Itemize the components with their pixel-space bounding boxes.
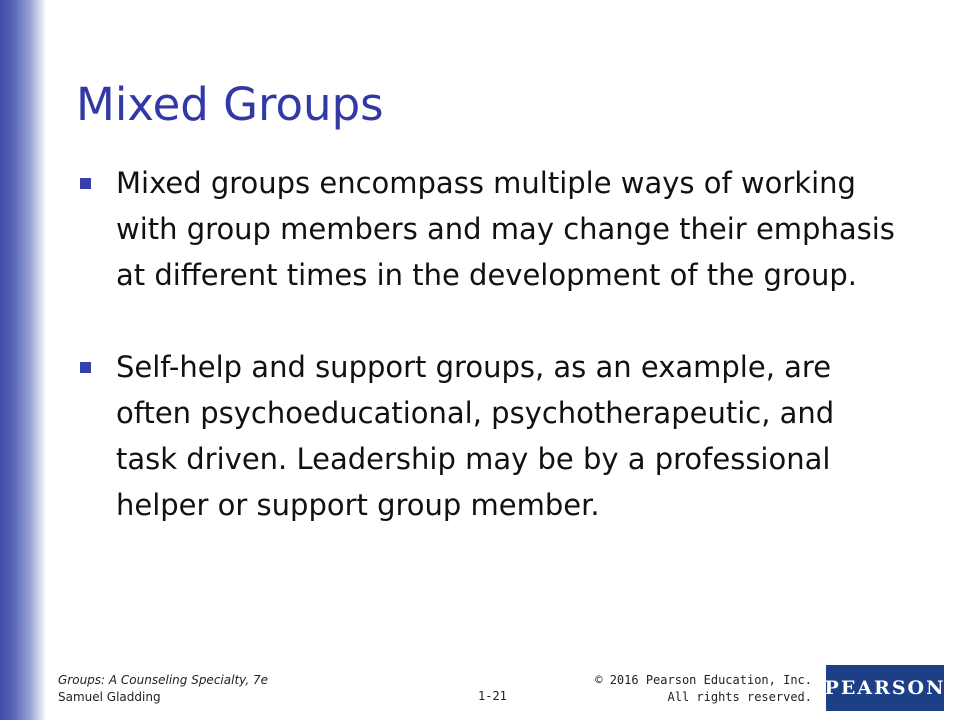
logo-text: PEARSON	[824, 677, 946, 699]
square-bullet-icon	[80, 362, 91, 373]
bullet-text: Mixed groups encompass multiple ways of working with group members and may change their emphasis at different times in the development of the group.	[116, 166, 895, 292]
footer-page-number: 1-21	[478, 689, 507, 703]
bullet-text: Self-help and support groups, as an example, are often psychoeducational, psychotherapeutic, and task driven. Leadership may be by a professional helper or support group member.	[116, 350, 835, 522]
footer-rights-line: All rights reserved.	[667, 690, 812, 704]
bullet-item	[80, 344, 900, 528]
footer-book-title: Groups: A Counseling Specialty, 7e	[58, 673, 268, 687]
slide-title: Mixed Groups	[76, 78, 384, 131]
footer-author: Samuel Gladding	[58, 690, 161, 704]
bullet-item	[80, 160, 900, 298]
footer-book-info	[58, 672, 268, 706]
pearson-logo	[826, 665, 944, 711]
square-bullet-icon	[80, 178, 91, 189]
footer-copyright-line: © 2016 Pearson Education, Inc.	[595, 673, 812, 687]
bullet-list	[80, 160, 900, 574]
side-gradient-band	[0, 0, 46, 720]
footer-copyright	[595, 672, 812, 706]
